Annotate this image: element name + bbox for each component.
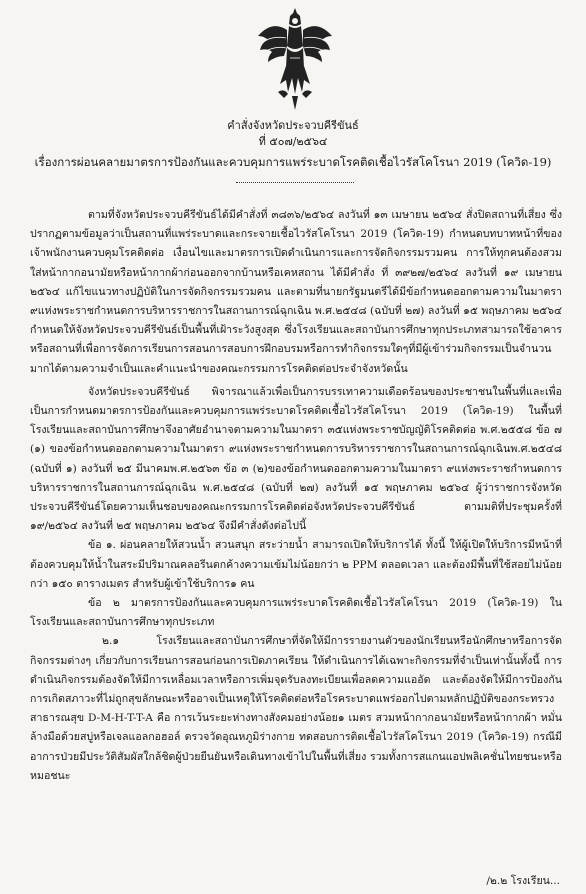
clause-1: ข้อ ๑. ผ่อนคลายให้สวนน้ำ สวนสนุก สระว่ายน้ำ สามารถเปิดให้บริการได้ ทั้งนี้ ให้ผู้เปิดให้บริการมีหน้าที่ต้องควบคุมให้น้ำในสระมีปริมาณคลอรีนตกค้างความเข้มไม่น้อยกว่า ๒ PPM ตลอดเวลา และต้องมีพื้นที่ใช้สอยไม่น้อยกว่า ๑๕๐ ตารางเมตร สำหรับผู้เข้าใช้บริการ๑ คน: [30, 539, 562, 590]
order-subject: เรื่องการผ่อนคลายมาตรการป้องกันและควบคุมการแพร่ระบาดโรคติดเชื้อไวรัสโคโรนา 2019 (โควิด-19): [34, 155, 552, 169]
paragraph-authority: จังหวัดประจวบคีรีขันธ์ พิจารณาแล้วเพื่อเป็นการบรรเทาความเดือดร้อนของประชาชนในพื้นที่และเพื่อเป็นการกำหนดมาตรการป้องกันและควบคุมการแพร่ระบาดโรคติดเชื้อไวรัสโคโรนา 2019 (โควิด-19) ในพื้นที่โรงเรียนและสถาบันการศึกษาจึงอาศัยอำนาจตามความในมาตรา ๓๕แห่งพระราชบัญญัติโรคติดต่อ พ.ศ.๒๕๕๘ ข้อ ๗ (๑) ของข้อกำหนดออกตามความในมาตรา ๙แห่งพระราชกำหนดการบริหารราชการในสถานการณ์ฉุกเฉินพ.ศ.๒๕๔๘ (ฉบับที่ ๑) ลงวันที่ ๒๕ มีนาคมพ.ศ.๒๕๖๓ ข้อ ๓ (๒)ของข้อกำหนดออกตามความในมาตรา ๙แห่งพระราชกำหนดการบริหารราชการในสถานการณ์ฉุกเฉิน พ.ศ.๒๕๔๘ (ฉบับที่ ๒๗) ลงวันที่ ๑๕ พฤษภาคม ๒๕๖๔ ผู้ว่าราชการจังหวัดประจวบคีรีขันธ์โดยความเห็นชอบของคณะกรรมการโรคติดต่อจังหวัดประจวบคีรีขันธ์ ตามมติที่ประชุมครั้งที่ ๑๙/๒๕๖๔ ลงวันที่ ๒๕ พฤษภาคม ๒๕๖๔ จึงมีคำสั่งดังต่อไปนี้: [30, 385, 562, 533]
continuation-marker: /๒.๒ โรงเรียน...: [486, 875, 560, 887]
order-title: คำสั่งจังหวัดประจวบคีรีขันธ์: [227, 119, 359, 132]
paragraph-background: ตามที่จังหวัดประจวบคีรีขันธ์ได้มีคำสั่งที่ ๓๘๓๖/๒๕๖๔ ลงวันที่ ๑๓ เมษายน ๒๕๖๔ สั่งปิดสถานที่เสี่ยง ซึ่งปรากฏตามข้อมูลว่าเป็นสถานที่แพร่ระบาดและกระจายเชื้อไวรัสโคโรนา 2019 (โควิด-19) กำหนดบทบาทหน้าที่ของเจ้าพนักงานควบคุมโรคติดต่อ เงื่อนไขและมาตรการเปิดดำเนินการและการจัดกิจกรรมรวมคน การให้ทุกคนต้องสวมใส่หน้ากากอนามัยหรือหน้ากากผ้าก่อนออกจากบ้านหรือเคหสถาน ได้มีคำสั่ง ที่ ๓๙๒๗/๒๕๖๔ ลงวันที่ ๑๙ เมษายน ๒๕๖๔ แก้ไขแนวทางปฏิบัติในการจัดกิจกรรมรวมคน และตามที่นายกรัฐมนตรีได้มีข้อกำหนดออกตามความในมาตรา ๙แห่งพระราชกำหนดการบริหารราชการในสถานการณ์ฉุกเฉิน พ.ศ.๒๕๔๘ (ฉบับที่ ๒๗) ลงวันที่ ๑๕ พฤษภาคม ๒๕๖๔ กำหนดให้จังหวัดประจวบคีรีขันธ์เป็นพื้นที่เฝ้าระวังสูงสุด ซึ่งโรงเรียนและสถาบันการศึกษาทุกประเภทสามารถใช้อาคารหรือสถานที่เพื่อการจัดการเรียนการสอนการสอบการฝึกอบรมหรือการทำกิจกรรมใดๆที่มีผู้เข้าร่วมกิจกรรมเป็นจำนวนมากได้ตามความจำเป็นและคำแนะนำของคณะกรรมการโรคติดต่อประจำจังหวัดนั้น: [30, 209, 562, 375]
clause-2: ข้อ ๒ มาตรการป้องกันและควบคุมการแพร่ระบาดโรคติดเชื้อไวรัสโคโรนา 2019 (โควิด-19) ในโรงเรียนและสถาบันการศึกษาทุกประเภท: [30, 597, 562, 629]
dotted-divider: [236, 182, 354, 183]
clause-2-1: ๒.๑ โรงเรียนและสถาบันการศึกษาที่จัดให้มีการรายงานตัวของนักเรียนหรือนักศึกษาหรือการจัดกิจกรรมต่างๆ เกี่ยวกับการเรียนการสอนก่อนการเปิดภาคเรียน ให้ดำเนินการได้เฉพาะกิจกรรมที่จำเป็นเท่านั้นทั้งนี้ การดำเนินกิจกรรมต้องจัดให้มีการเหลื่อมเวลาหรือการเพิ่มจุดรับลงทะเบียนเพื่อลดความแออัด และต้องจัดให้มีการป้องกันการเกิดสภาวะที่ไม่ถูกสุขลักษณะหรืออาจเป็นเหตุให้โรคติดต่อหรือโรคระบาดแพร่ออกไปตามหลักปฏิบัติของกระทรวงสาธารณสุข D-M-H-T-T-A คือ การเว้นระยะห่างทางสังคมอย่างน้อย๑ เมตร สวมหน้ากากอนามัยหรือหน้ากากผ้า หมั่นล้างมือด้วยสบู่หรือเจลแอลกอฮอล์ ตรวจวัดอุณหภูมิร่างกาย ทดสอบการติดเชื้อไวรัสโคโรนา 2019 (โควิด-19) กรณีมีอาการป่วยมีประวัติสัมผัสใกล้ชิดผู้ป่วยยืนยันหรือเดินทางเข้าไปในพื้นที่เสี่ยง รวมทั้งการสแกนแอปพลิเคชั่นไทยชนะหรือหมอชนะ: [30, 635, 562, 782]
document-body: [30, 206, 562, 786]
order-number: ที่ ๕๐๗/๒๕๖๔: [258, 135, 328, 148]
garuda-emblem-icon: [254, 6, 336, 114]
